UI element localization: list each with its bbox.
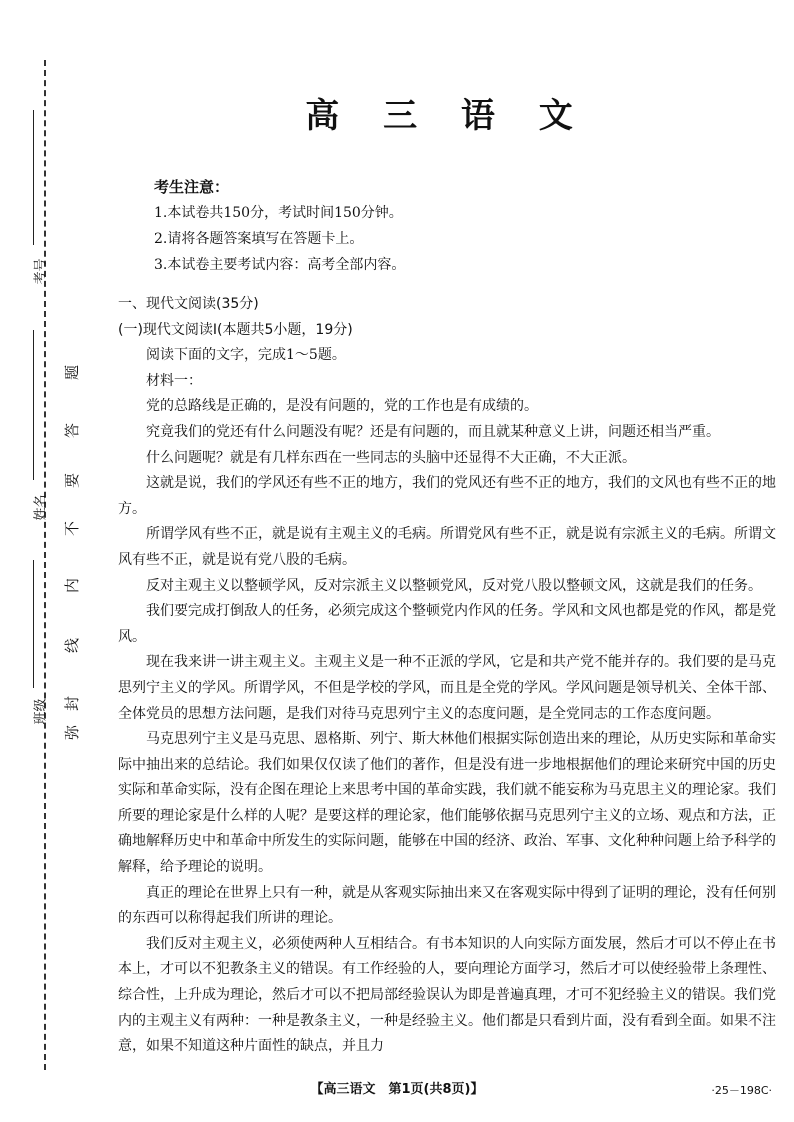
- exam-code: ·25－198C·: [711, 1084, 772, 1097]
- candidate-notice: [154, 174, 405, 278]
- instruction-text: 阅读下面的文字，完成1～5题。: [146, 347, 346, 364]
- notice-item: 2.请将各题答案填写在答题卡上。: [154, 231, 364, 247]
- seal-char: 答: [63, 422, 82, 439]
- passage-paragraph: 党的总路线是正确的，是没有问题的，党的工作也是有成绩的。: [146, 398, 538, 415]
- seal-char: 封: [63, 695, 82, 712]
- seal-char: 题: [63, 364, 82, 381]
- cut-line: [44, 60, 46, 1070]
- exam-number-label: 考号: [33, 258, 49, 285]
- class-rule: [33, 560, 34, 688]
- material-label: 材料一：: [146, 372, 202, 389]
- seal-char: 内: [63, 577, 82, 594]
- passage-paragraph: 我们反对主观主义，必须使两种人互相结合。有书本知识的人向实际方面发展，然后才可以不停止在书本上，才可以不犯教条主义的错误。有工作经验的人，要向理论方面学习，然后才可以使经验带上条理性、综合性，上升成为理论，然后才可以不把局部经验误认为即是普遍真理，才可不犯经验主义的错误。我们党内的主观主义有两种：一种是教条主义，一种是经验主义。他们都是只看到片面，没有看到全面。如果不注意，如果不知道这种片面性的缺点，并且力: [118, 935, 776, 1055]
- seal-char: 不: [63, 520, 82, 537]
- seal-char: 要: [63, 472, 82, 489]
- page-number-label: 【高三语文 第1页(共8页)】: [310, 1082, 484, 1097]
- passage-paragraph: 马克思列宁主义是马克思、恩格斯、列宁、斯大林他们根据实际创造出来的理论，从历史实际和革命实际中抽出来的总结论。我们如果仅仅读了他们的著作，但是没有进一步地根据他们的理论来研究中国的历史实际和革命实际，没有企图在理论上来思考中国的革命实践，我们就不能妄称为马克思主义的理论家。我们所要的理论家是什么样的人呢？是要这样的理论家，他们能够依据马克思列宁主义的立场、观点和方法，正确地解释历史中和革命中所发生的实际问题，能够在中国的经济、政治、军事、文化种种问题上给予科学的解释，给予理论的说明。: [118, 731, 776, 876]
- reading-section: [118, 292, 776, 1060]
- passage-paragraph: 我们要完成打倒敌人的任务，必须完成这个整顿党内作风的任务。学风和文风也都是党的作风，都是党风。: [118, 603, 776, 645]
- notice-item: 1.本试卷共150分，考试时间150分钟。: [154, 205, 403, 221]
- part-heading: 一、现代文阅读(35分): [118, 296, 259, 312]
- passage-paragraph: 这就是说，我们的学风还有些不正的地方，我们的党风还有些不正的地方，我们的文风也有些不正的地方。: [118, 475, 776, 517]
- passage-paragraph: 什么问题呢？就是有几样东西在一些同志的头脑中还显得不大正确，不大正派。: [146, 449, 636, 466]
- subpart-heading: (一)现代文阅读Ⅰ(本题共5小题，19分): [118, 321, 353, 338]
- notice-heading: 考生注意：: [154, 178, 230, 196]
- passage-paragraph: 反对主观主义以整顿学风，反对宗派主义以整顿党风，反对党八股以整顿文风，这就是我们的任务。: [146, 577, 762, 594]
- passage-paragraph: 所谓学风有些不正，就是说有主观主义的毛病。所谓党风有些不正，就是说有宗派主义的毛病。所谓文风有些不正，就是说有党八股的毛病。: [118, 526, 776, 568]
- binding-margin: [0, 0, 110, 1122]
- name-label: 姓名: [33, 494, 49, 521]
- class-label: 班级: [33, 698, 49, 725]
- passage-paragraph: 真正的理论在世界上只有一种，就是从客观实际抽出来又在客观实际中得到了证明的理论，没有任何别的东西可以称得起我们所讲的理论。: [118, 884, 776, 927]
- page-title: 高 三 语 文: [305, 96, 589, 136]
- passage-paragraph: 究竟我们的党还有什么问题没有呢？还是有问题的，而且就某种意义上讲，问题还相当严重。: [146, 423, 720, 440]
- name-rule: [33, 330, 34, 480]
- passage-paragraph: 现在我来讲一讲主观主义。主观主义是一种不正派的学风，它是和共产党不能并存的。我们要的是马克思列宁主义的学风。所谓学风，不但是学校的学风，而且是全党的学风。学风问题是领导机关、全体干部、全体党员的思想方法问题，是我们对待马克思列宁主义的态度问题，是全党同志的工作态度问题。: [118, 654, 776, 722]
- notice-item: 3.本试卷主要考试内容：高考全部内容。: [154, 257, 406, 273]
- seal-char: 线: [63, 637, 82, 654]
- exam-number-rule: [33, 110, 34, 245]
- seal-char: 弥: [63, 724, 82, 741]
